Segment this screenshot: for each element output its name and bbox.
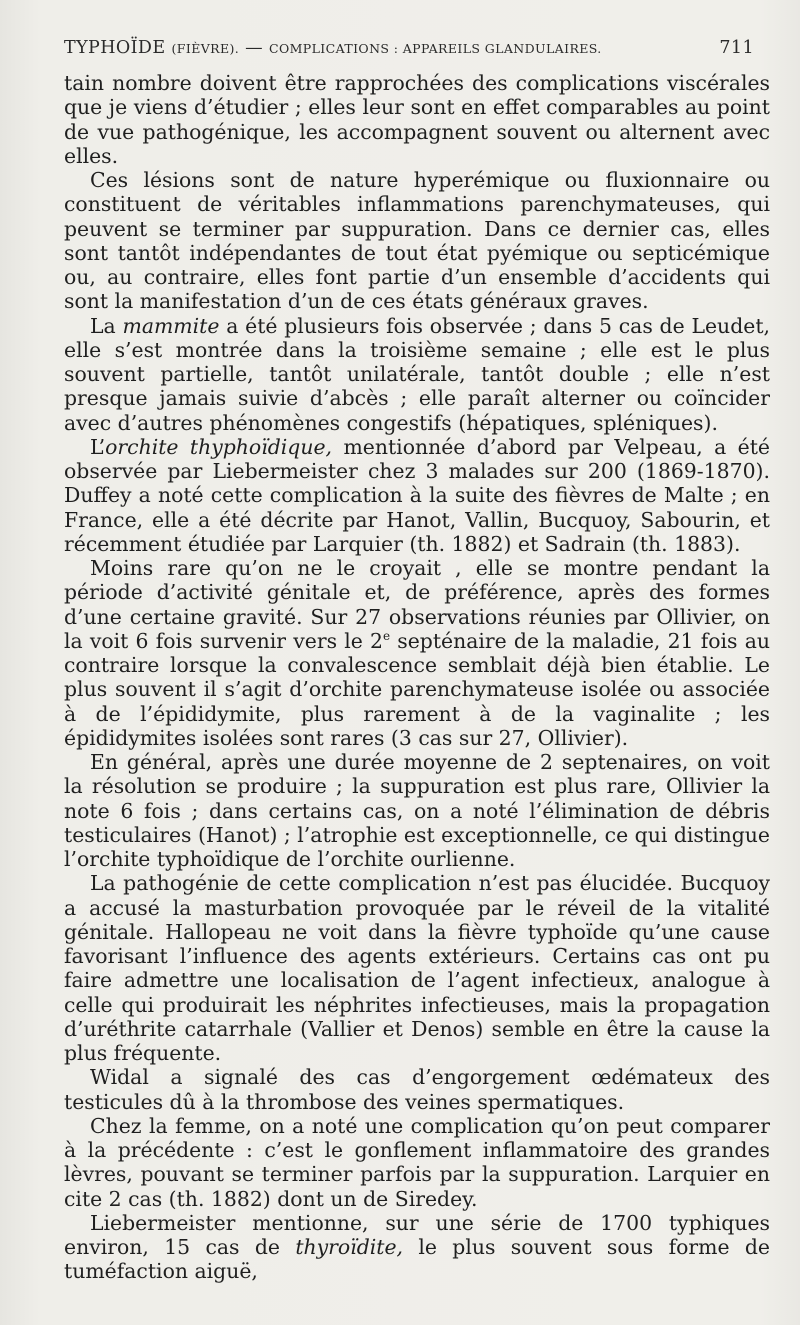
term-mammite: mammite <box>122 313 220 338</box>
running-title <box>64 38 602 58</box>
paragraph-widal: Widal a signalé des cas d’engorgement œdémateux des testicules dû à la thrombose des veines spermatiques. <box>64 1065 770 1114</box>
section-title: COMPLICATIONS : APPAREILS GLANDULAIRES. <box>268 41 602 56</box>
superscript: e <box>382 628 391 643</box>
paragraph-frequency <box>64 556 770 750</box>
paragraph-orchite <box>64 435 770 556</box>
text-run: Moins rare qu’on ne le croyait , elle se montre pendant la période d’activité génitale et, de préférence, après des formes d’une certaine gravité. Sur 27 observations réunies par Ollivier, on la voit 6 fois survenir vers le 2 <box>64 556 770 653</box>
title-paren: (FIÈVRE). <box>171 41 240 56</box>
title-main: TYPHOÏDE <box>64 38 166 58</box>
paragraph-femme: Chez la femme, on a noté une complication qu’on peut comparer à la précédente : c’est le gonflement inflammatoire des grandes lèvres, pouvant se terminer parfois par la suppuration. Larquier en cite 2 cas (th. 1882) dont un de Siredey. <box>64 1113 770 1211</box>
text-run: septénaire de la maladie, 21 fois au contraire lorsque la convalescence semblait déjà bien établie. Le plus souvent il s’agit d’orchite parenchymateuse isolée ou associée à de l’épididymite, plus rarement à de la vaginalite ; les épididymites isolées sont rares (3 cas sur 27, Ollivier). <box>64 628 770 750</box>
paragraph-lesions: Ces lésions sont de nature hyperémique ou fluxionnaire ou constituent de véritables inflammations parenchymateuses, qui peuvent se terminer par suppuration. Dans ce dernier cas, elles sont tantôt indépendantes de tout état pyémique ou septicémique ou, au contraire, elles font partie d’un ensemble d’accidents qui sont la manifestation d’un de ces états généraux graves. <box>64 168 770 314</box>
text-run: le plus souvent sous forme de tuméfaction aiguë, <box>64 1235 770 1284</box>
running-header <box>64 38 770 66</box>
paragraph-mammite <box>64 314 770 435</box>
text-run: L’ <box>90 434 106 459</box>
paragraph-pathogenie: La pathogénie de cette complication n’est pas élucidée. Bucquoy a accusé la masturbation provoquée par le réveil de la vitalité génitale. Hallopeau ne voit dans la fièvre typhoïde qu’une cause favorisant l’influence des agents extérieurs. Certains cas ont pu faire admettre une localisation de l’agent infectieux, analogue à celle qui produirait les néphrites infectieuses, mais la propagation d’uréthrite catarrhale (Vallier et Denos) semble en être la cause la plus fréquente. <box>64 871 770 1065</box>
page-number: 711 <box>719 38 754 58</box>
title-dash: — <box>245 38 264 58</box>
text-run: a été plusieurs fois observée ; dans 5 cas de Leudet, elle s’est montrée dans la troisième semaine ; elle est le plus souvent partielle, tantôt unilatérale, tantôt double ; elle n’est presque jamais suivie d’abcès ; elle paraît alterner ou coïncider avec d’autres phénomènes congestifs (hépatiques, spléniques). <box>64 313 770 435</box>
text-run: mentionnée d’abord par Velpeau, a été observée par Liebermeister chez 3 malades sur 200 (1869-1870). Duffey a noté cette complication à la suite des fièvres de Malte ; en France, elle a été décrite par Hanot, Vallin, Bucquoy, Sabourin, et récemment étudiée par Larquier (th. 1882) et Sadrain (th. 1883). <box>64 434 770 556</box>
paragraph-evolution: En général, après une durée moyenne de 2 septenaires, on voit la résolution se produire ; la suppuration est plus rare, Ollivier la note 6 fois ; dans certains cas, on a noté l’élimination de débris testiculaires (Hanot) ; l’atrophie est exceptionnelle, ce qui distingue l’orchite typhoïdique de l’orchite ourlienne. <box>64 750 770 871</box>
term-thyroidite: thyroïdite, <box>295 1235 404 1259</box>
paragraph-thyroidite <box>64 1211 770 1284</box>
body-text <box>64 71 770 1284</box>
text-run: Liebermeister mentionne, sur une série de 1700 typhiques environ, 15 cas de <box>64 1210 770 1259</box>
text-run: La <box>90 313 123 338</box>
paragraph-continuation: tain nombre doivent être rapprochées des complications viscérales que je viens d’étudier ; elles leur sont en effet comparables au point de vue pathogénique, les accompagnent souvent ou alternent avec elles. <box>64 71 770 168</box>
term-orchite: orchite thyphoïdique, <box>105 434 333 459</box>
